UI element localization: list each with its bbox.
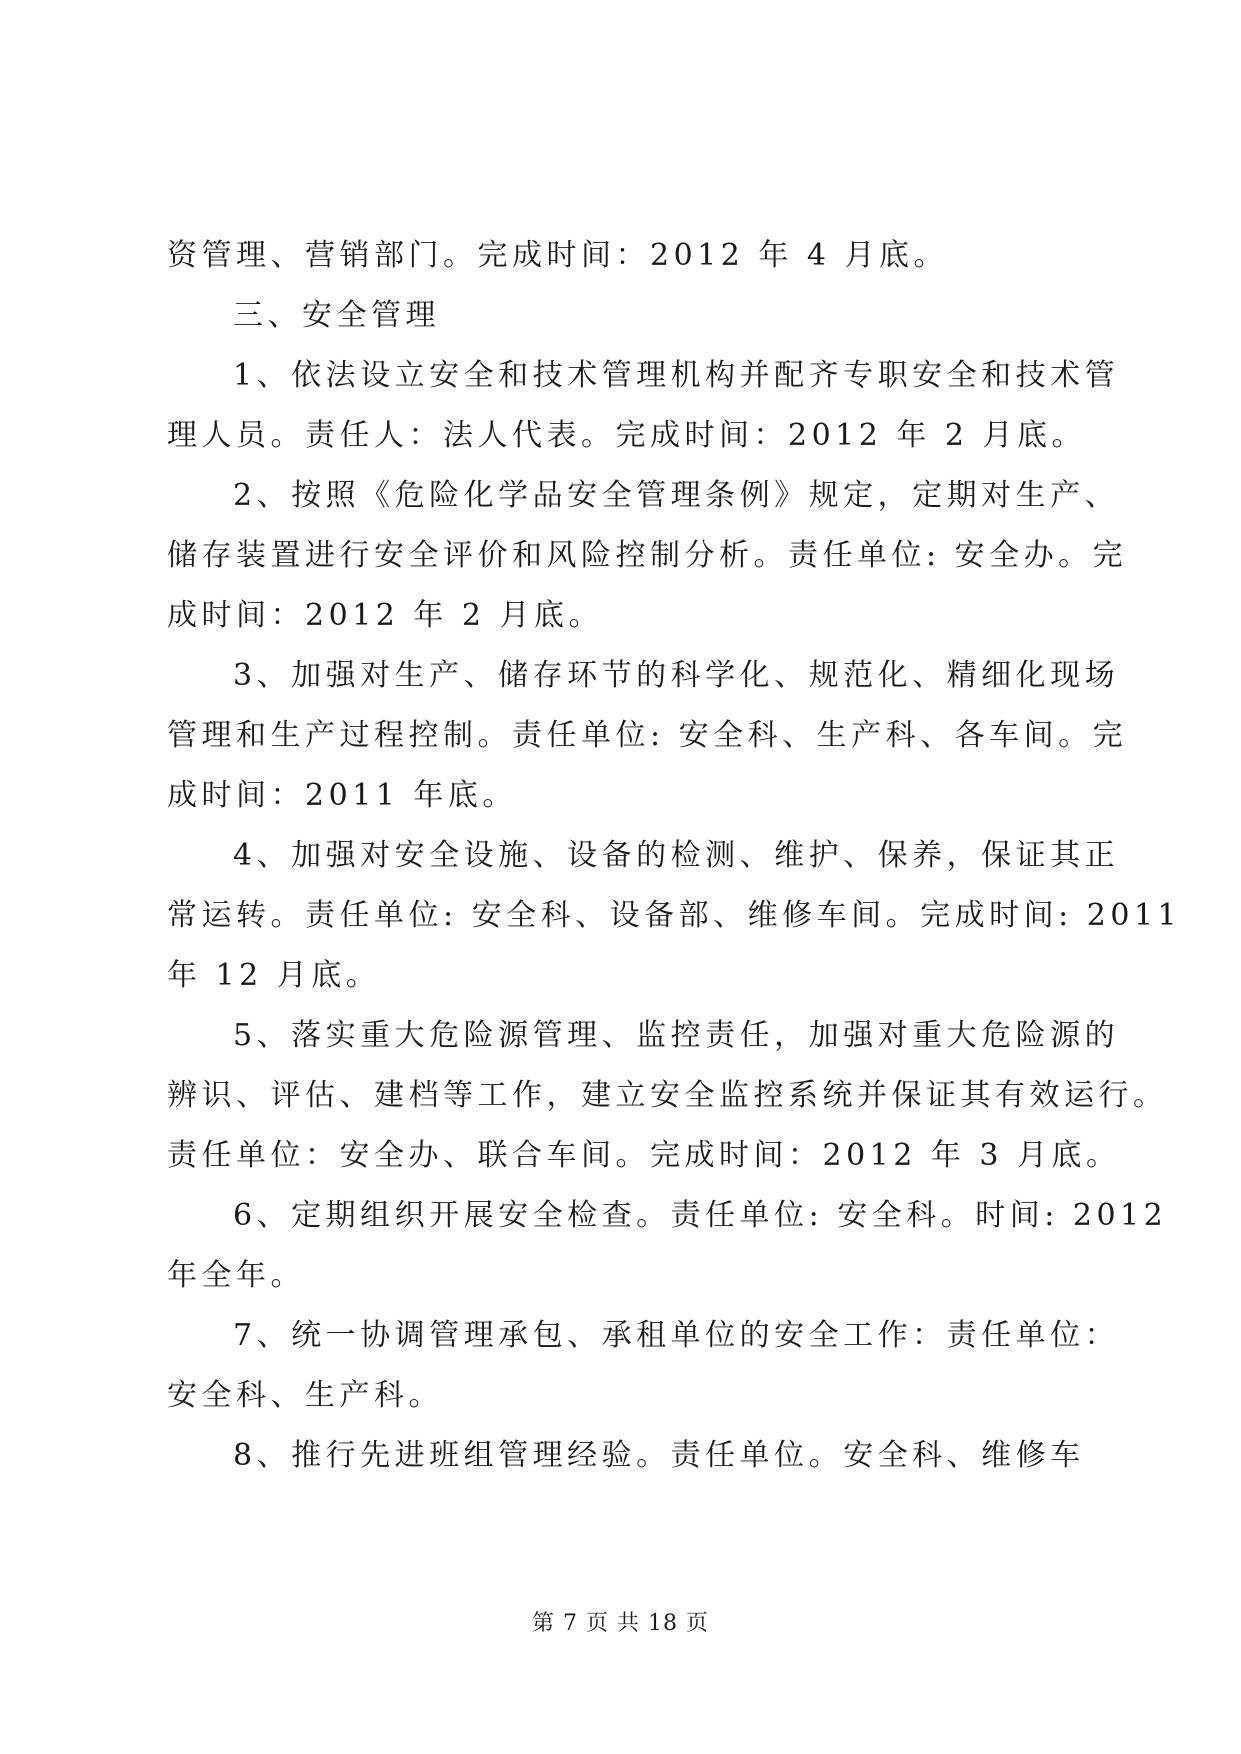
- paragraph-line: 资管理、营销部门。完成时间：2012 年 4 月底。: [167, 238, 949, 273]
- paragraph-line: 7、统一协调管理承包、承租单位的安全工作：责任单位：: [233, 1318, 1120, 1353]
- page-number-footer: 第 7 页 共 18 页: [532, 1611, 709, 1636]
- paragraph-line: 4、加强对安全设施、设备的检测、维护、保养，保证其正: [233, 838, 1120, 873]
- paragraph-line: 8、推行先进班组管理经验。责任单位。安全科、维修车: [233, 1438, 1085, 1473]
- paragraph-line: 2、按照《危险化学品安全管理条例》规定，定期对生产、: [233, 478, 1120, 513]
- paragraph-line: 6、定期组织开展安全检查。责任单位: 安全科。时间: 2012: [233, 1198, 1168, 1233]
- paragraph-line: 成时间：2011 年底。: [167, 778, 517, 813]
- paragraph-line: 管理和生产过程控制。责任单位: 安全科、生产科、各车间。完: [167, 718, 1128, 753]
- section-heading: 三、安全管理: [233, 298, 440, 333]
- paragraph-line: 安全科、生产科。: [167, 1378, 443, 1413]
- paragraph-line: 理人员。责任人：法人代表。完成时间：2012 年 2 月底。: [167, 418, 1087, 453]
- paragraph-line: 1、依法设立安全和技术管理机构并配齐专职安全和技术管: [233, 358, 1120, 393]
- paragraph-line: 成时间：2012 年 2 月底。: [167, 598, 604, 633]
- paragraph-line: 年全年。: [167, 1258, 305, 1293]
- paragraph-line: 储存装置进行安全评价和风险控制分析。责任单位: 安全办。完: [167, 538, 1128, 573]
- paragraph-line: 常运转。责任单位: 安全科、设备部、维修车间。完成时间: 2011: [167, 898, 1182, 933]
- document-body: [167, 226, 1182, 1486]
- paragraph-line: 3、加强对生产、储存环节的科学化、规范化、精细化现场: [233, 658, 1120, 693]
- paragraph-line: 责任单位：安全办、联合车间。完成时间：2012 年 3 月底。: [167, 1138, 1121, 1173]
- paragraph-line: 5、落实重大危险源管理、监控责任，加强对重大危险源的: [233, 1018, 1120, 1053]
- paragraph-line: 年 12 月底。: [167, 958, 381, 993]
- paragraph-line: 辨识、评估、建档等工作，建立安全监控系统并保证其有效运行。: [167, 1078, 1168, 1113]
